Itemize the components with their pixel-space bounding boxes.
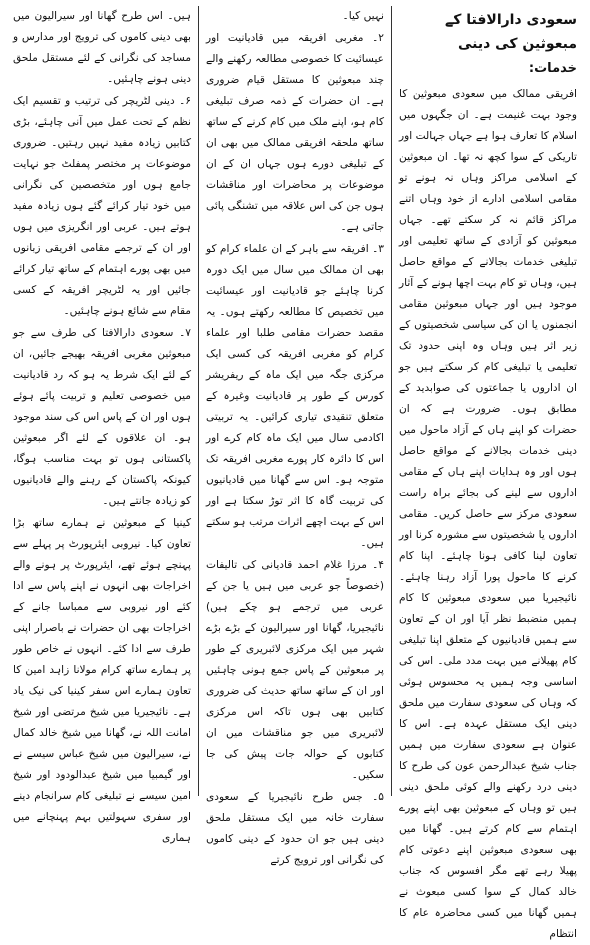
- column-middle: [199, 6, 392, 866]
- column-right: [392, 6, 584, 940]
- paragraph: ۷۔ سعودی دارالافتا کی طرف سے جو مبعوثین مغربی افریقہ بھیجے جائیں، ان کے لئے ایک شرط یہ ہو کہ رد قادیانیت میں خصوصی تعلیم و تربیت پائے ہوئے ہوں اور ان کے پاس اس کی سند موجود ہو۔ ان علاقوں کے لئے اگر مبعوثین پاکستانی ہوں تو بہت مناسب ہوگا، کیونکہ پاکستان کے رہنے والے قادیانیوں کو زیادہ جانتے ہیں۔: [13, 327, 191, 507]
- paragraph: افریقی ممالک میں سعودی مبعوثین کا وجود بہت غنیمت ہے۔ ان جگہوں میں اسلام کا تعارف ہوا ہے جہاں جہالت اور تاریکی کے سوا کچھ نہ تھا۔ ان مبعوثین کے اسلامی مراکز وہاں نہ ہونے تو مقامی اسلامی ادارے از خود وہاں اتنے مراکز قائم نہ کر سکتے تھے۔ جہاں مبعوثین کو آزادی کے ساتھ تعلیمی اور تبلیغی خدمات بجالانے کے مواقع حاصل ہیں، وہاں تو کام بہت اچھا ہونے کے آثار موجود ہیں اور جہاں مبعوثین مقامی انجمنوں یا ان کی سیاسی شخصیتوں کے زیر اثر ہیں وہاں وہ اپنی حدود تک تعلیمی یا تبلیغی کام کر سکتے ہیں جو ان اداروں یا جماعتوں کی صوابدید کے مطابق ہوں۔ ضرورت ہے کہ ان حضرات کو اپنے ہاں کے آزاد ماحول میں دینی خدمات بجالانے کے مواقع حاصل ہوں اور وہ ہدایات اپنے ہاں کے مقامی اداروں سے لینے کی بجائے براہ راست سعودی مرکز سے حاصل کریں۔ مقامی اداروں یا شخصیتوں سے مشورہ کرنا اور تعاون لینا کافی ہونا چاہئے۔ اپنا کام کرنے کا ماحول پورا آزاد رہنا چاہئے۔ نائیجیریا میں سعودی مبعوثین کا کام ہمیں منضبط نظر آیا اور ان کے تعاون سے ہمیں قادیانیوں کے متعلق اپنا تبلیغی کام پھیلانے میں بہت مدد ملی۔ اس کی اساسی وجہ ہمیں یہ محسوس ہوئی کہ وہاں کی سعودی سفارت میں ملحق دینی ایک مستقل عہدہ ہے۔ اس کا عنوان ہے سعودی سفارت میں ہمیں جناب شیخ عبدالرحمن عون کی طرح کا دینی درد رکھنے والے کوئی ملحق دینی ہیں تو وہاں کے مبعوثین بھی اپنے پورے اہتمام سے کام کرتے ہیں۔ گھانا میں بھی سعودی مبعوثین اپنے دعوتی کام پھیلا رہے تھے مگر افسوس کہ جناب خالد کمال کے سوا کسی مبعوث نے ہمیں گھانا میں کسی محاضرہ عام کا انتظام: [399, 88, 577, 940]
- section-subheading: خدمات:: [528, 61, 577, 76]
- column-left: [6, 6, 199, 844]
- paragraph: نہیں کیا۔: [342, 10, 384, 22]
- paragraph: ۲۔ مغربی افریقہ میں قادیانیت اور عیسائیت کا خصوصی مطالعہ رکھنے والے چند مبعوثین کا مستقل قیام ضروری ہے۔ ان حضرات کے ذمہ صرف تبلیغی کام ہو، اپنے ملک میں کام کرنے کے ساتھ ساتھ ملحقہ افریقی ممالک میں بھی ان کے تبلیغی دورے ہوں جہاں ان کے ان موضوعات پر محاضرات اور مناقشات ہوں جن کی اس علاقہ میں تشنگی پائی جاتی ہے۔: [206, 32, 384, 233]
- paragraph: ۶۔ دینی لٹریچر کی ترتیب و تقسیم ایک نظم کے تحت عمل میں آنی چاہئے، بڑی کتابیں زیادہ مفید نہیں رہتیں۔ ضروری موضوعات پر مختصر پمفلٹ جو نہایت جامع ہوں اور متخصصین کی نگرانی میں خود تیار کرائے گئے ہوں زیادہ مفید ہوتے ہیں۔ عربی اور انگریزی میں ہوں اور ان کے ترجمے مقامی افریقی زبانوں میں بھی پورے اہتمام کے ساتھ تیار کرائے جائیں اور یہ لٹریچر افریقہ کے کسی مقام سے شائع ہونے چاہئیں۔: [13, 95, 191, 317]
- paragraph: ۳۔ افریقہ سے باہر کے ان علماء کرام کو بھی ان ممالک میں سال میں ایک دورہ کرنا چاہئے جو قادیانیت اور عیسائیت میں تخصیص کا مطالعہ رکھتے ہوں۔ یہ مقصد حضرات مقامی طلبا اور علماء کرام کو مغربی افریقہ کی کسی ایک مرکزی جگہ میں ایک ماہ کے ریفریشر کورس کے طور پر قادیانیت وغیرہ کے متعلق تنقیدی تیاری کرائیں۔ یہ تربیتی اکادمی سال میں ایک ماہ کام کرے اور اس کا دائرہ کار پورے مغربی افریقہ تک متوجہ ہو۔ اس سے گھانا میں قادیانیوں کی تربیت گاہ کا اثر توڑ سکتا ہے اور اس کے بہت اچھے اثرات مرتب ہو سکتے ہیں۔: [206, 243, 384, 549]
- paragraph: ہیں۔ اس طرح گھانا اور سیرالیون میں بھی دینی کاموں کی ترویج اور مدارس و مساجد کی نگرانی کے لئے مستقل ملحق دینی ہونے چاہئیں۔: [13, 10, 191, 85]
- paragraph: ۴۔ مرزا غلام احمد قادیانی کی تالیفات (خصوصاً جو عربی میں ہیں یا جن کے عربی میں ترجمے ہو چکے ہیں) نائیجیریا، گھانا اور سیرالیون کے بڑے بڑے شہر میں ایک مرکزی لائبریری کے طور پر مبعوثین کے پاس جمع ہونی چاہئیں اور ان کے ساتھ ساتھ حدیث کی ضروری کتابیں بھی ہوں تاکہ اس مرکزی لائبریری میں جو مناقشات میں ان کتابوں کے حوالہ جات پیش کی جا سکیں۔: [206, 559, 384, 781]
- paragraph: ۵۔ جس طرح نائیجیریا کے سعودی سفارت خانہ میں ایک مستقل ملحق دینی ہیں جو ان حدود کے دینی کاموں کی نگرانی اور ترویج کرتے: [206, 791, 384, 866]
- section-heading: سعودی دارالافتا کے مبعوثین کی دینی: [445, 12, 577, 52]
- paragraph: کینیا کے مبعوثین نے ہمارے ساتھ بڑا تعاون کیا۔ نیروبی ایئرپورٹ پر پہلے سے پہنچے ہوئے تھے، ایئرپورٹ پر ہونے والے اخراجات بھی انہوں نے اپنے پاس سے ادا کئے اور نیروبی سے ممباسا جانے کے اخراجات بھی ان حضرات نے باصرار اپنی طرف سے ادا کئے۔ انہوں نے خاص طور پر ہمارے ساتھ کرام مولانا زاہد امین کا تعاون ہمارے اس سفر کینیا کی نیک یاد ہے۔ نائیجیریا میں شیخ مرتضی اور شیخ امانت اللہ نے، گھانا میں شیخ خالد کمال نے، سیرالیون میں شیخ عباس سیسے نے اور گیمبیا میں شیخ عبدالودود اور شیخ امین سیسے نے تبلیغی کام سرانجام دینے اور سفری سہولتیں بہم پہنچانے میں ہماری: [13, 517, 191, 844]
